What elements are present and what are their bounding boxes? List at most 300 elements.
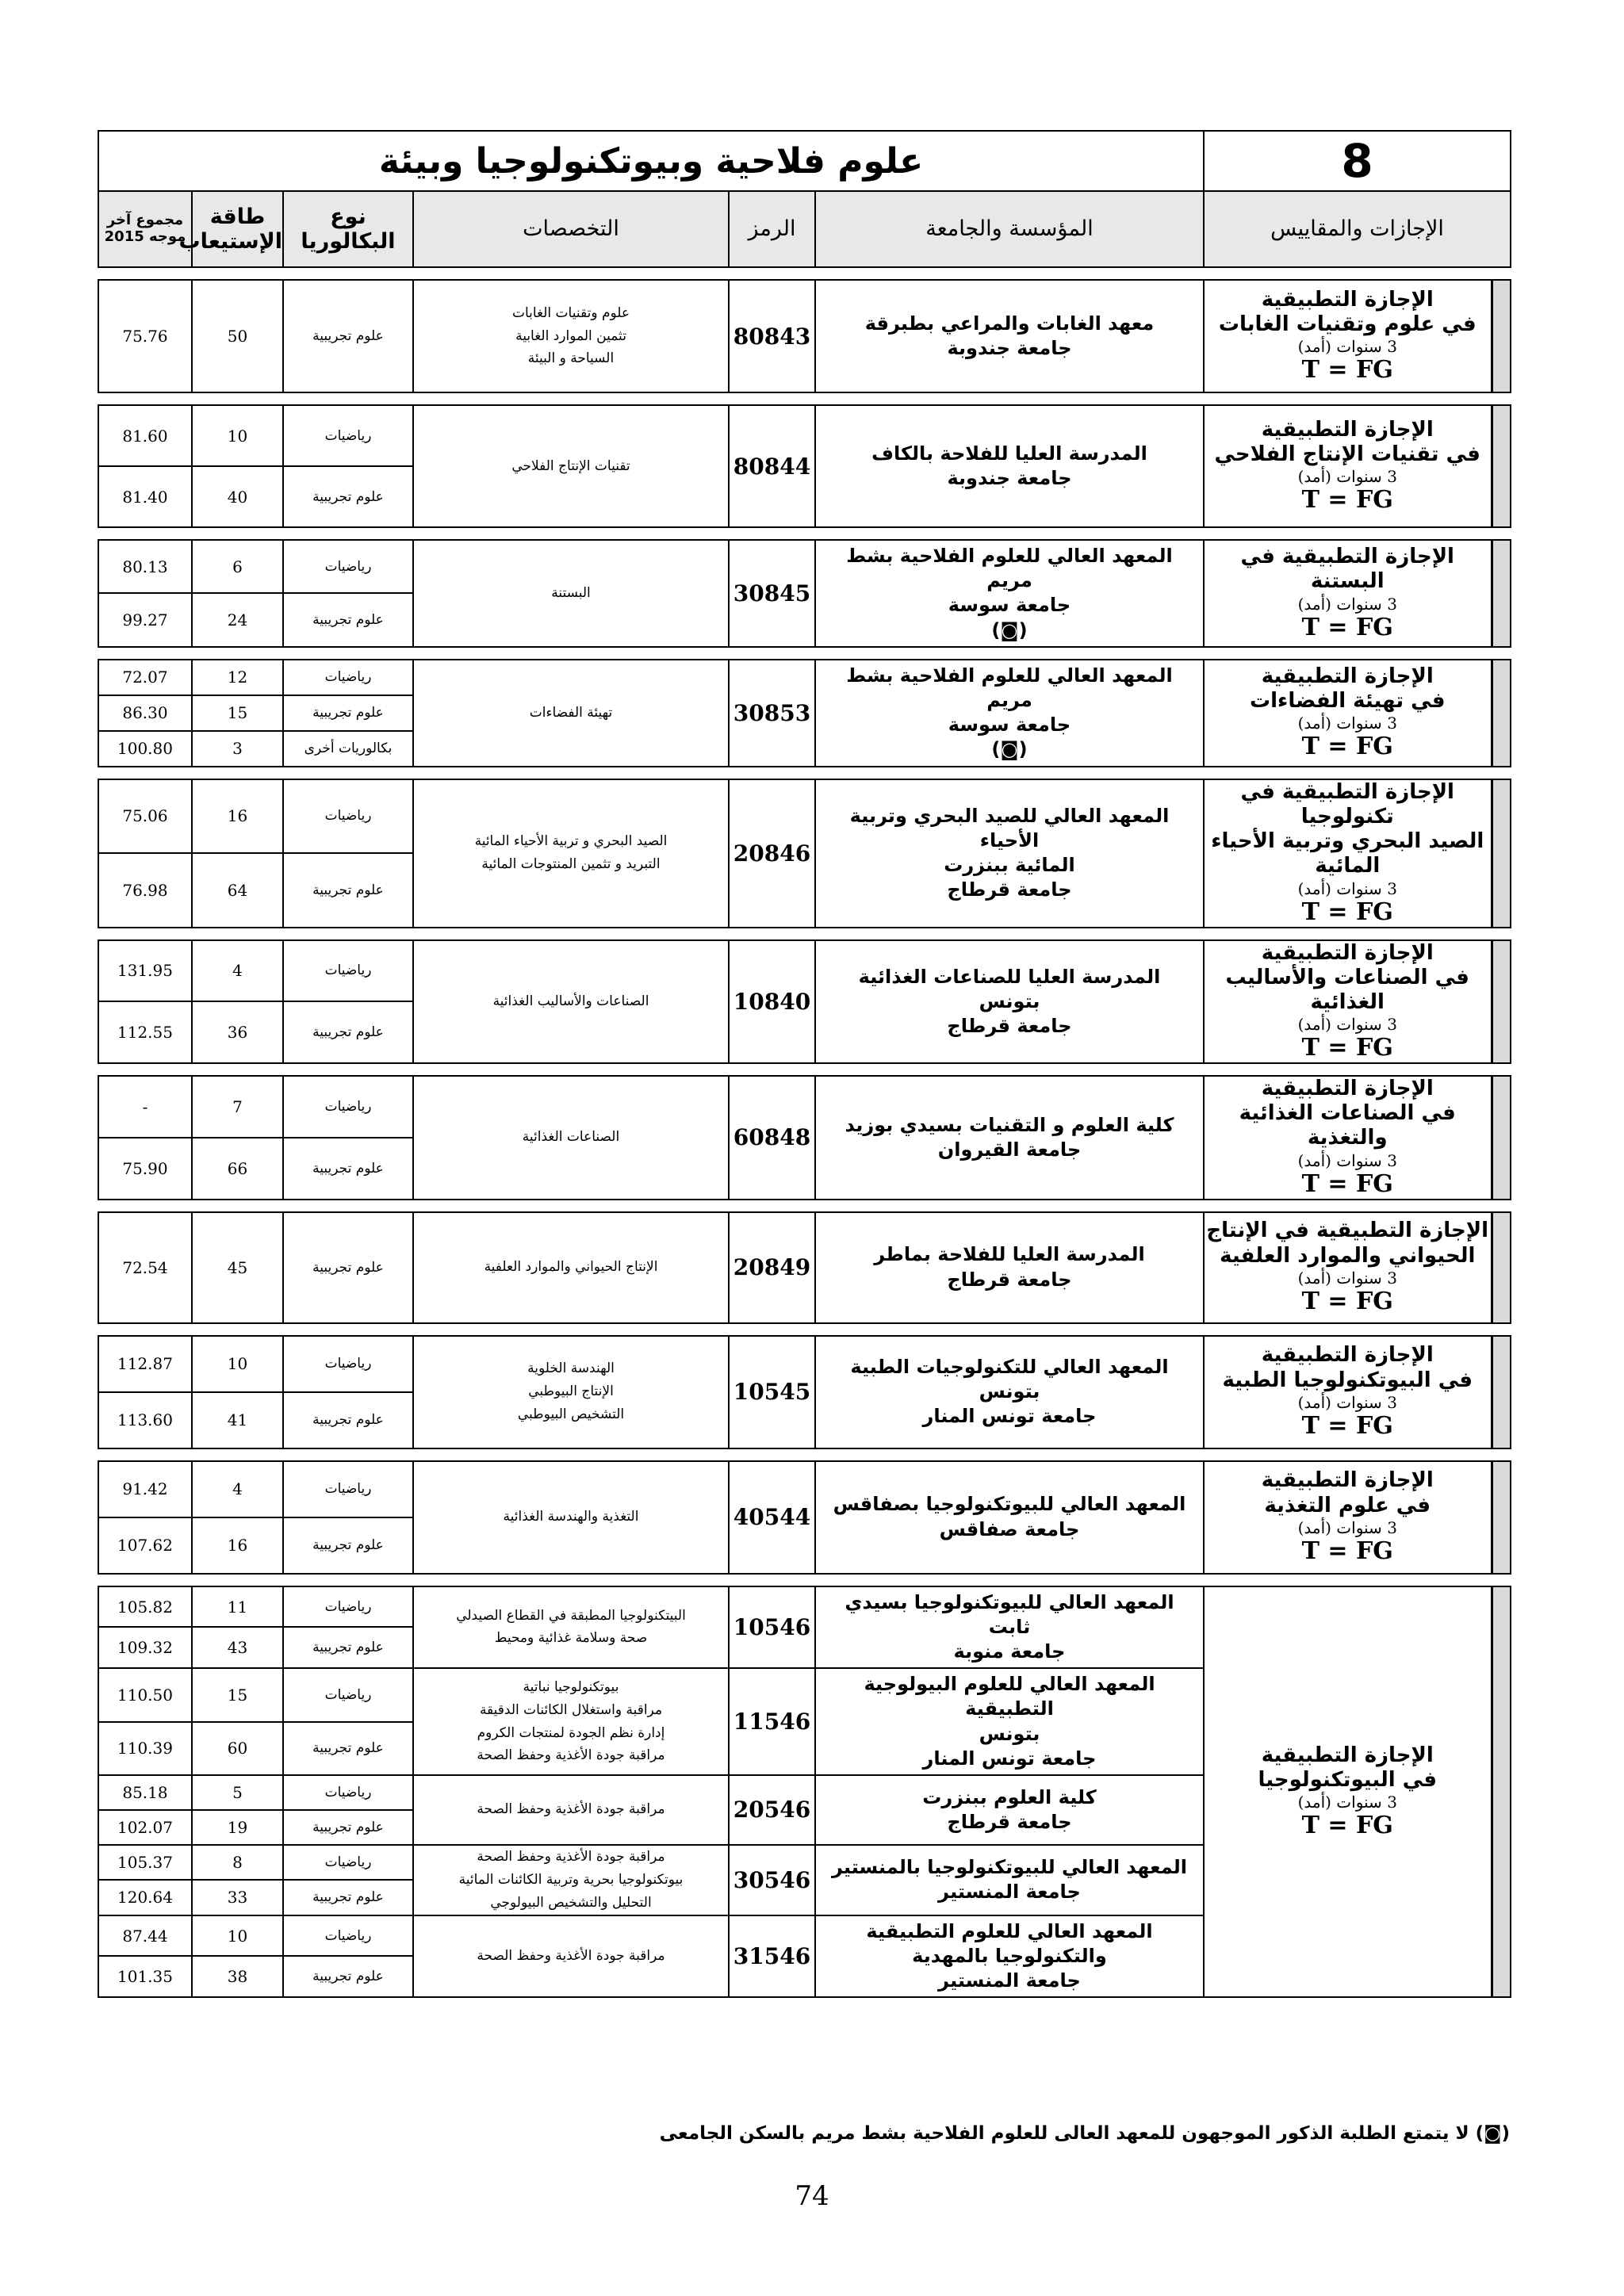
table-row [98, 660, 1511, 695]
row-marker [1492, 1336, 1511, 1448]
score-formula: T = FG [1301, 1287, 1393, 1315]
specialties [413, 1212, 729, 1323]
specialty-item: التغذية والهندسة الغذائية [503, 1509, 639, 1525]
degree-title: الصيد البحري وتربية الأحياء [1211, 829, 1484, 854]
capacity: 36 [192, 1001, 283, 1063]
last-score: 101.35 [98, 1956, 192, 1997]
capacity: 8 [192, 1845, 283, 1880]
specialty-item: مراقبة جودة الأغذية وحفظ الصحة [477, 1947, 665, 1964]
institution-line: جامعة تونس المنار [922, 1405, 1097, 1428]
capacity: 24 [192, 593, 283, 646]
degree-duration: 3 سنوات (أمد) [1297, 1517, 1397, 1537]
institution-line: جامعة صفاقس [939, 1517, 1080, 1540]
degree-title: الإجازة التطبيقية [1261, 664, 1434, 689]
specialty-item: الصناعات والأساليب الغذائية [492, 993, 649, 1009]
score-formula: T = FG [1301, 1812, 1393, 1840]
row-marker [1492, 1586, 1511, 1998]
program-block [98, 939, 1511, 1065]
last-score: 110.39 [98, 1722, 192, 1775]
institution-line: المعهد العالي للعلوم الفلاحية بشط مريم [846, 664, 1173, 712]
institution-line: المعهد العالي للعلوم الفلاحية بشط مريم [846, 545, 1173, 592]
degree-title: الإجازة التطبيقية [1261, 1743, 1434, 1767]
last-score: 81.60 [98, 405, 192, 466]
program-block-wrapper [98, 939, 1510, 1065]
footnote: (◙) لا يتمتع الطلبة الذكور الموجهون للمعهد العالى للعلوم الفلاحية بشط مريم بالسكن الجامعى [659, 2123, 1510, 2144]
capacity: 4 [192, 940, 283, 1002]
degree-cell [1204, 1076, 1492, 1200]
capacity: 10 [192, 1915, 283, 1957]
table-row [98, 540, 1511, 593]
program-code: 30853 [729, 660, 815, 767]
last-score: 76.98 [98, 853, 192, 927]
institution [815, 1336, 1204, 1448]
specialty-item: الإنتاج الحيواني والموارد العلفية [484, 1259, 658, 1276]
degree-title: الحيواني والموارد العلفية [1220, 1243, 1476, 1268]
bac-type: علوم تجريبية [283, 1392, 413, 1448]
institution-line: المائية ببنزرت [944, 854, 1075, 877]
bac-type: رياضيات [283, 660, 413, 695]
institution-line: المعهد العالي للتكنولوجيات الطبية بتونس [850, 1355, 1169, 1403]
program-block-wrapper [98, 659, 1510, 767]
score-formula: T = FG [1301, 613, 1393, 641]
score-formula: T = FG [1301, 897, 1393, 926]
program-block [98, 539, 1511, 648]
row-marker [1492, 280, 1511, 392]
specialty-item: تهيئة الفضاءات [529, 704, 613, 721]
last-score: 81.40 [98, 466, 192, 527]
last-score: 110.50 [98, 1668, 192, 1721]
capacity: 50 [192, 280, 283, 392]
bac-type: علوم تجريبية [283, 1138, 413, 1200]
capacity: 43 [192, 1627, 283, 1668]
score-formula: T = FG [1301, 1411, 1393, 1440]
capacity: 4 [192, 1461, 283, 1517]
bac-type: رياضيات [283, 1461, 413, 1517]
col-specialties: التخصصات [413, 191, 729, 267]
program-code: 10545 [729, 1336, 815, 1448]
header-table [98, 130, 1511, 268]
specialty-item: التبريد و تثمين المنتوجات المائية [481, 856, 661, 873]
degree-cell [1204, 1586, 1492, 1998]
section-title: علوم فلاحية وبيوتكنولوجيا وبيئة [98, 131, 1204, 191]
capacity: 19 [192, 1810, 283, 1845]
table-row [98, 405, 1511, 466]
degree-title: في علوم وتقنيات الغابات [1218, 312, 1477, 336]
institution [815, 1586, 1204, 1669]
score-formula: T = FG [1301, 1536, 1393, 1565]
degree-cell [1204, 940, 1492, 1064]
degree-title: في البيوتكنولوجيا [1258, 1767, 1438, 1792]
specialties [413, 660, 729, 767]
specialties [413, 1076, 729, 1200]
degree-title: الإجازة التطبيقية [1261, 940, 1434, 965]
institution-line: جامعة قرطاج [947, 1014, 1072, 1037]
degree-title: في تهيئة الفضاءات [1250, 689, 1446, 714]
bac-type: علوم تجريبية [283, 1722, 413, 1775]
last-score: 109.32 [98, 1627, 192, 1668]
bac-type: علوم تجريبية [283, 1212, 413, 1323]
institution [815, 779, 1204, 928]
capacity: 10 [192, 405, 283, 466]
program-block [98, 659, 1511, 767]
capacity: 16 [192, 779, 283, 853]
program-block [98, 1460, 1511, 1575]
last-score: 99.27 [98, 593, 192, 646]
degree-title: في الصناعات والأساليب الغذائية [1225, 965, 1469, 1014]
col-degree: الإجازات والمقاييس [1204, 191, 1511, 267]
bac-type: رياضيات [283, 1336, 413, 1392]
degree-title: الإجازة التطبيقية [1261, 287, 1434, 312]
page-number: 74 [795, 2180, 829, 2212]
row-marker [1492, 1076, 1511, 1200]
capacity: 33 [192, 1880, 283, 1915]
bac-type: رياضيات [283, 1845, 413, 1880]
last-score: 100.80 [98, 731, 192, 767]
capacity: 7 [192, 1076, 283, 1138]
institution [815, 280, 1204, 392]
col-code: الرمز [729, 191, 815, 267]
last-score: 75.90 [98, 1138, 192, 1200]
specialties [413, 1775, 729, 1845]
institution-line: جامعة القيروان [937, 1138, 1082, 1161]
capacity: 64 [192, 853, 283, 927]
degree-title: المائية [1315, 854, 1381, 878]
institution-line: (◙) [991, 738, 1028, 761]
specialty-item: بيوتكنولوجيا بحرية وتربية الكائنات المائية [458, 1871, 684, 1888]
score-formula: T = FG [1301, 356, 1393, 385]
last-score: 112.87 [98, 1336, 192, 1392]
bac-type: علوم تجريبية [283, 1810, 413, 1845]
last-score: 75.76 [98, 280, 192, 392]
specialty-item: مراقبة جودة الأغذية وحفظ الصحة [477, 1747, 665, 1764]
degree-duration: 3 سنوات (أمد) [1297, 1392, 1397, 1412]
specialties [413, 940, 729, 1064]
program-code: 30546 [729, 1845, 815, 1915]
specialty-item: بيوتكنولوجيا نباتية [523, 1678, 619, 1695]
program-block-wrapper [98, 404, 1510, 528]
capacity: 15 [192, 695, 283, 731]
last-score: 120.64 [98, 1880, 192, 1915]
institution-line: والتكنولوجيا بالمهدية [912, 1944, 1107, 1967]
degree-cell [1204, 280, 1492, 392]
bac-type: رياضيات [283, 1586, 413, 1628]
institution-line: المعهد العالي للصيد البحري وتربية الأحياء [849, 804, 1170, 851]
bac-type: رياضيات [283, 1668, 413, 1721]
bac-type: بكالوريات أخرى [283, 731, 413, 767]
capacity: 15 [192, 1668, 283, 1721]
program-block-wrapper [98, 779, 1510, 928]
degree-duration: 3 سنوات (أمد) [1297, 714, 1397, 733]
bac-type: رياضيات [283, 1076, 413, 1138]
bac-type: علوم تجريبية [283, 593, 413, 646]
section-number: 8 [1204, 131, 1511, 191]
degree-duration: 3 سنوات (أمد) [1297, 1793, 1397, 1812]
bac-type: رياضيات [283, 940, 413, 1002]
institution [815, 1845, 1204, 1915]
col-last-score: مجموع آخر موجه 2015 [98, 191, 192, 267]
program-block [98, 779, 1511, 928]
degree-title: الإجازة التطبيقية [1261, 1343, 1434, 1368]
specialty-item: مراقبة جودة الأغذية وحفظ الصحة [477, 1801, 665, 1818]
bac-type: علوم تجريبية [283, 1001, 413, 1063]
program-block-wrapper [98, 1335, 1510, 1449]
bac-type: علوم تجريبية [283, 1956, 413, 1997]
degree-duration: 3 سنوات (أمد) [1297, 1268, 1397, 1288]
institution [815, 660, 1204, 767]
table-row [98, 1212, 1511, 1323]
specialties [413, 280, 729, 392]
bac-type: علوم تجريبية [283, 466, 413, 527]
table-row [98, 1586, 1511, 1628]
last-score: 72.07 [98, 660, 192, 695]
program-block [98, 1075, 1511, 1200]
institution-line: (◙) [991, 618, 1028, 641]
degree-title: الإجازة التطبيقية [1261, 1468, 1434, 1493]
program-block [98, 1335, 1511, 1449]
table-row [98, 1336, 1511, 1392]
program-block [98, 1586, 1511, 1999]
degree-duration: 3 سنوات (أمد) [1297, 1015, 1397, 1035]
degree-title: في البيوتكنولوجيا الطبية [1222, 1368, 1473, 1392]
last-score: 86.30 [98, 695, 192, 731]
specialty-item: البيتكنولوجيا المطبقة في القطاع الصيدلي [456, 1607, 686, 1624]
specialty-item: مراقبة جودة الأغذية وحفظ الصحة [477, 1848, 665, 1865]
program-block-wrapper [98, 279, 1510, 393]
program-block-wrapper [98, 1460, 1510, 1575]
biotech-group [98, 1586, 1510, 1999]
program-list [98, 279, 1510, 1998]
degree-cell [1204, 1461, 1492, 1574]
capacity: 41 [192, 1392, 283, 1448]
degree-title: في علوم التغذية [1264, 1493, 1431, 1517]
row-marker [1492, 1212, 1511, 1323]
degree-title: الإجازة التطبيقية [1261, 417, 1434, 442]
degree-title: في الصناعات الغذائية والتغذية [1239, 1101, 1456, 1150]
last-score: 105.37 [98, 1845, 192, 1880]
specialty-item: الهندسة الخلوية [527, 1360, 615, 1377]
institution-line: المدرسة العليا للصناعات الغذائية بتونس [858, 965, 1161, 1012]
institution [815, 940, 1204, 1064]
program-code: 60848 [729, 1076, 815, 1200]
specialties [413, 1586, 729, 1669]
program-code: 20849 [729, 1212, 815, 1323]
institution [815, 540, 1204, 647]
specialty-item: الصناعات الغذائية [522, 1129, 620, 1146]
institution-line: المعهد العالي للعلوم البيولوجية التطبيقية [864, 1673, 1155, 1720]
specialties [413, 1668, 729, 1775]
capacity: 5 [192, 1775, 283, 1810]
table-row [98, 280, 1511, 392]
institution-line: جامعة سوسة [948, 714, 1071, 737]
specialty-item: الصيد البحري و تربية الأحياء المائية [474, 833, 668, 850]
specialty-item: علوم وتقنيات الغابات [511, 304, 630, 321]
capacity: 40 [192, 466, 283, 527]
capacity: 10 [192, 1336, 283, 1392]
institution [815, 1668, 1204, 1775]
degree-cell [1204, 779, 1492, 928]
institution-line: المعهد العالي للبيوتكنولوجيا بصفاقس [833, 1493, 1186, 1516]
institution-line: كلية العلوم و التقنيات بسيدي بوزيد [845, 1113, 1174, 1136]
program-code: 10546 [729, 1586, 815, 1669]
degree-duration: 3 سنوات (أمد) [1297, 1150, 1397, 1170]
last-score: - [98, 1076, 192, 1138]
specialties [413, 779, 729, 928]
institution-line: جامعة سوسة [948, 594, 1071, 617]
specialty-item: البستنة [551, 584, 591, 601]
specialties [413, 1336, 729, 1448]
specialties [413, 405, 729, 527]
degree-duration: 3 سنوات (أمد) [1297, 594, 1397, 614]
specialty-item: مراقبة واستغلال الكائنات الدقيقة [479, 1701, 663, 1718]
institution [815, 1915, 1204, 1998]
last-score: 105.82 [98, 1586, 192, 1628]
degree-cell [1204, 1212, 1492, 1323]
program-code: 20546 [729, 1775, 815, 1845]
page [98, 130, 1510, 1998]
capacity: 6 [192, 540, 283, 593]
capacity: 12 [192, 660, 283, 695]
col-institution: المؤسسة والجامعة [815, 191, 1204, 267]
degree-cell [1204, 1336, 1492, 1448]
last-score: 87.44 [98, 1915, 192, 1957]
program-code: 40544 [729, 1461, 815, 1574]
bac-type: علوم تجريبية [283, 1880, 413, 1915]
bac-type: علوم تجريبية [283, 280, 413, 392]
specialty-item: السياحة و البيئة [527, 350, 615, 367]
institution-line: كلية العلوم ببنزرت [922, 1785, 1097, 1808]
bac-type: رياضيات [283, 1915, 413, 1957]
institution-line: المعهد العالي للعلوم التطبيقية [866, 1919, 1153, 1942]
institution-line: جامعة قرطاج [947, 878, 1072, 901]
last-score: 112.55 [98, 1001, 192, 1063]
specialties [413, 1915, 729, 1998]
institution [815, 1076, 1204, 1200]
institution-line: المدرسة العليا للفلاحة بماطر [874, 1243, 1145, 1266]
program-code: 30845 [729, 540, 815, 647]
institution [815, 1775, 1204, 1845]
specialties [413, 1845, 729, 1915]
specialty-item: صحة وسلامة غذائية ومحيط [494, 1630, 648, 1647]
degree-cell [1204, 660, 1492, 767]
capacity: 60 [192, 1722, 283, 1775]
institution [815, 1461, 1204, 1574]
program-block [98, 1211, 1511, 1324]
institution-line: جامعة منوبة [953, 1640, 1066, 1663]
row-marker [1492, 540, 1511, 647]
program-code: 11546 [729, 1668, 815, 1775]
last-score: 80.13 [98, 540, 192, 593]
last-score: 72.54 [98, 1212, 192, 1323]
degree-cell [1204, 540, 1492, 647]
program-code: 20846 [729, 779, 815, 928]
institution [815, 405, 1204, 527]
program-block-wrapper [98, 1211, 1510, 1324]
bac-type: علوم تجريبية [283, 853, 413, 927]
institution-line: معهد الغابات والمراعي بطبرقة [864, 312, 1155, 335]
institution-line: جامعة تونس المنار [922, 1747, 1097, 1770]
score-formula: T = FG [1301, 1034, 1393, 1062]
institution-line: المدرسة العليا للفلاحة بالكاف [871, 442, 1147, 465]
program-code: 80844 [729, 405, 815, 527]
institution-line: جامعة قرطاج [947, 1268, 1072, 1291]
row-marker [1492, 779, 1511, 928]
specialty-item: التشخيص البيوطبي [517, 1406, 625, 1423]
degree-cell [1204, 405, 1492, 527]
institution-line: جامعة جندوبة [947, 467, 1072, 489]
capacity: 45 [192, 1212, 283, 1323]
institution-line: بتونس [979, 1722, 1040, 1745]
table-row [98, 1076, 1511, 1138]
capacity: 16 [192, 1517, 283, 1574]
degree-title: الإجازة التطبيقية في الإنتاج [1206, 1219, 1489, 1243]
institution-line: المعهد العالي للبيوتكنولوجيا بسيدي ثابت [845, 1590, 1174, 1638]
col-capacity: طاقة الإستيعاب [192, 191, 283, 267]
last-score: 107.62 [98, 1517, 192, 1574]
program-block [98, 279, 1511, 393]
last-score: 91.42 [98, 1461, 192, 1517]
degree-title: الإجازة التطبيقية في تكنولوجيا [1240, 779, 1454, 828]
col-bac-type: نوع البكالوريا [283, 191, 413, 267]
institution-line: المعهد العالي للبيوتكنولوجيا بالمنستير [831, 1856, 1188, 1879]
specialties [413, 1461, 729, 1574]
specialty-item: تثمين الموارد الغابية [515, 327, 626, 344]
specialty-item: الإنتاج البيوطبي [528, 1383, 614, 1400]
capacity: 3 [192, 731, 283, 767]
specialty-item: إدارة نظم الجودة لمنتجات الكروم [477, 1724, 665, 1741]
bac-type: علوم تجريبية [283, 1627, 413, 1668]
institution [815, 1212, 1204, 1323]
capacity: 38 [192, 1956, 283, 1997]
score-formula: T = FG [1301, 1169, 1393, 1198]
last-score: 85.18 [98, 1775, 192, 1810]
program-code: 80843 [729, 280, 815, 392]
degree-duration: 3 سنوات (أمد) [1297, 878, 1397, 898]
capacity: 66 [192, 1138, 283, 1200]
program-code: 31546 [729, 1915, 815, 1998]
institution-line: جامعة المنستير [938, 1969, 1081, 1992]
specialty-item: تقنيات الإنتاج الفلاحي [511, 457, 630, 474]
row-marker [1492, 1461, 1511, 1574]
row-marker [1492, 940, 1511, 1064]
last-score: 113.60 [98, 1392, 192, 1448]
degree-title: في تقنيات الإنتاج الفلاحي [1214, 442, 1480, 466]
bac-type: رياضيات [283, 1775, 413, 1810]
row-marker [1492, 660, 1511, 767]
institution-line: جامعة جندوبة [947, 337, 1072, 359]
institution-line: جامعة قرطاج [947, 1810, 1072, 1833]
last-score: 131.95 [98, 940, 192, 1002]
program-block [98, 404, 1511, 528]
program-block-wrapper [98, 1075, 1510, 1200]
capacity: 11 [192, 1586, 283, 1628]
last-score: 75.06 [98, 779, 192, 853]
table-row [98, 779, 1511, 853]
bac-type: علوم تجريبية [283, 1517, 413, 1574]
degree-duration: 3 سنوات (أمد) [1297, 467, 1397, 487]
program-block-wrapper [98, 539, 1510, 648]
degree-title: الإجازة التطبيقية [1261, 1077, 1434, 1101]
row-marker [1492, 405, 1511, 527]
institution-line: جامعة المنستير [938, 1881, 1081, 1904]
degree-title: الإجازة التطبيقية في البستنة [1240, 545, 1454, 594]
bac-type: رياضيات [283, 540, 413, 593]
program-code: 10840 [729, 940, 815, 1064]
last-score: 102.07 [98, 1810, 192, 1845]
bac-type: رياضيات [283, 405, 413, 466]
specialties [413, 540, 729, 647]
score-formula: T = FG [1301, 733, 1393, 761]
specialty-item: التحليل والتشخيص البيولوجي [490, 1894, 652, 1911]
